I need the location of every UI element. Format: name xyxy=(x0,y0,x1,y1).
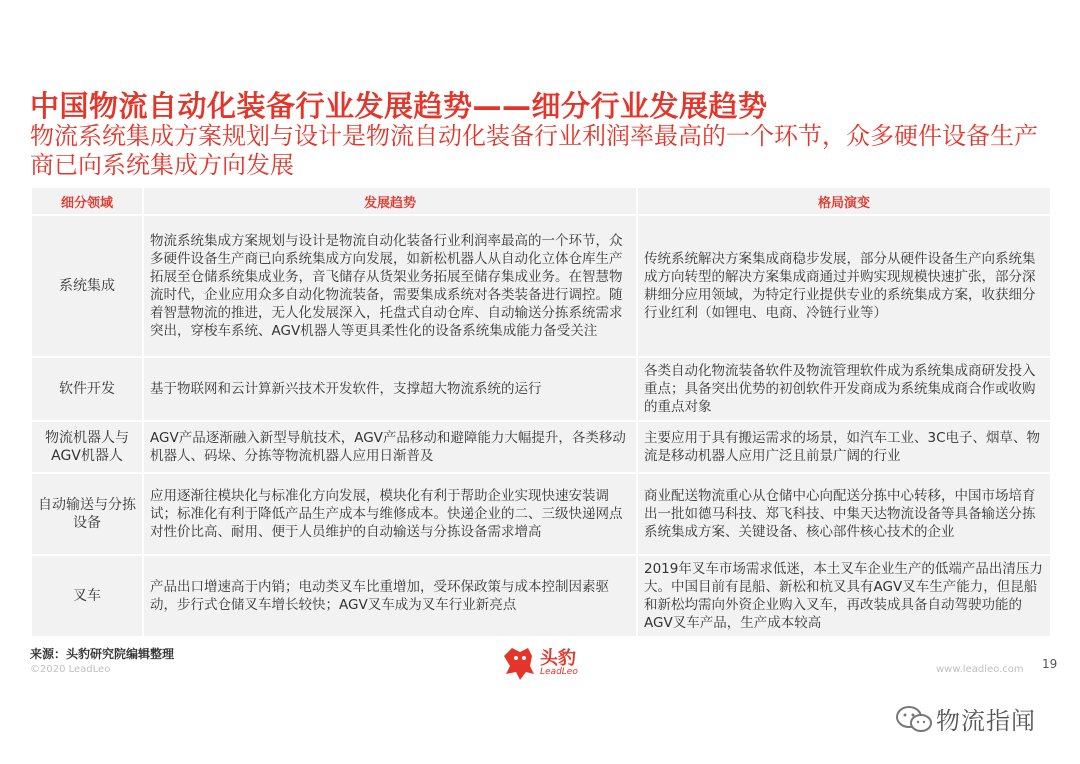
row-category: 自动输送与分拣设备 xyxy=(32,474,142,554)
row-trend: 物流系统集成方案规划与设计是物流自动化装备行业利润率最高的一个环节，众多硬件设备生产商已向系统集成方向发展，如新松机器人从自动化立体仓库生产拓展至仓储系统集成业务，音飞储存从货架业务拓展至储存集成业务。在智慧物流时代，企业应用众多自动化物流装备，需要集成系统对各类装备进行调控。随着智慧物流的推进，无人化发展深入，托盘式自动仓库、自动输送分拣系统需求突出，穿梭车系统、AGV机器人等更具柔性化的设备系统集成能力备受关注 xyxy=(144,216,636,356)
row-evolution: 传统系统解决方案集成商稳步发展，部分从硬件设备生产向系统集成方向转型的解决方案集成商通过并购实现规模快速扩张，部分深耕细分应用领域，为特定行业提供专业的系统集成方案，收获细分行业红利（如锂电、电商、冷链行业等） xyxy=(638,216,1050,356)
row-evolution: 各类自动化物流装备软件及物流管理软件成为系统集成商研发投入重点；具备突出优势的初创软件开发商成为系统集成商合作或收购的重点对象 xyxy=(638,358,1050,420)
row-evolution: 主要应用于具有搬运需求的场景，如汽车工业、3C电子、烟草、物流是移动机器人应用广泛且前景广阔的行业 xyxy=(638,422,1050,472)
table-row xyxy=(32,216,1050,356)
row-category: 系统集成 xyxy=(32,216,142,356)
header-trend: 发展趋势 xyxy=(144,188,636,214)
row-trend: 应用逐渐往模块化与标准化方向发展，模块化有利于帮助企业实现快速安装调试；标准化有利于降低产品生产成本与维修成本。快递企业的二、三级快递网点对性价比高、耐用、便于人员维护的自动输送与分拣设备需求增高 xyxy=(144,474,636,554)
table-row xyxy=(32,358,1050,420)
row-trend: 基于物联网和云计算新兴技术开发软件，支撑超大物流系统的运行 xyxy=(144,358,636,420)
row-evolution: 2019年叉车市场需求低迷，本土叉车企业生产的低端产品出清压力大。中国目前有昆船、新松和杭叉具有AGV叉车生产能力，但昆船和新松均需向外资企业购入叉车，再改装成具备自动驾驶功能的AGV叉车产品，生产成本较高 xyxy=(638,556,1050,636)
table-row xyxy=(32,556,1050,636)
row-trend: 产品出口增速高于内销；电动类叉车比重增加，受环保政策与成本控制因素驱动，步行式仓储叉车增长较快；AGV叉车成为叉车行业新亮点 xyxy=(144,556,636,636)
page-title: 中国物流自动化装备行业发展趋势——细分行业发展趋势 xyxy=(30,89,768,123)
watermark-text: 物流指闻 xyxy=(936,707,1036,735)
row-category: 软件开发 xyxy=(32,358,142,420)
source-note: 来源：头豹研究院编辑整理 xyxy=(30,647,175,661)
copyright-text: ©2020 LeadLeo xyxy=(30,664,111,675)
website-text: www.leadleo.com xyxy=(936,664,1024,675)
logo-text: 头豹 xyxy=(540,648,576,669)
table-row xyxy=(32,422,1050,472)
row-evolution: 商业配送物流重心从仓储中心向配送分拣中心转移，中国市场培育出一批如德马科技、郑飞科技、中集天达物流设备等具备输送分拣系统集成方案、关键设备、核心部件核心技术的企业 xyxy=(638,474,1050,554)
header-segment: 细分领域 xyxy=(32,188,142,214)
page-subtitle: 物流系统集成方案规划与设计是物流自动化装备行业利润率最高的一个环节，众多硬件设备生产商已向系统集成方向发展 xyxy=(30,122,1038,179)
trend-table xyxy=(30,186,1050,638)
row-trend: AGV产品逐渐融入新型导航技术，AGV产品移动和避障能力大幅提升，各类移动机器人、码垛、分拣等物流机器人应用日渐普及 xyxy=(144,422,636,472)
table-row xyxy=(32,474,1050,554)
page-number: 19 xyxy=(1042,657,1058,671)
row-category: 叉车 xyxy=(32,556,142,636)
logo-subtext: LeadLeo xyxy=(540,667,578,677)
header-evolution: 格局演变 xyxy=(638,188,1050,214)
row-category: 物流机器人与AGV机器人 xyxy=(32,422,142,472)
